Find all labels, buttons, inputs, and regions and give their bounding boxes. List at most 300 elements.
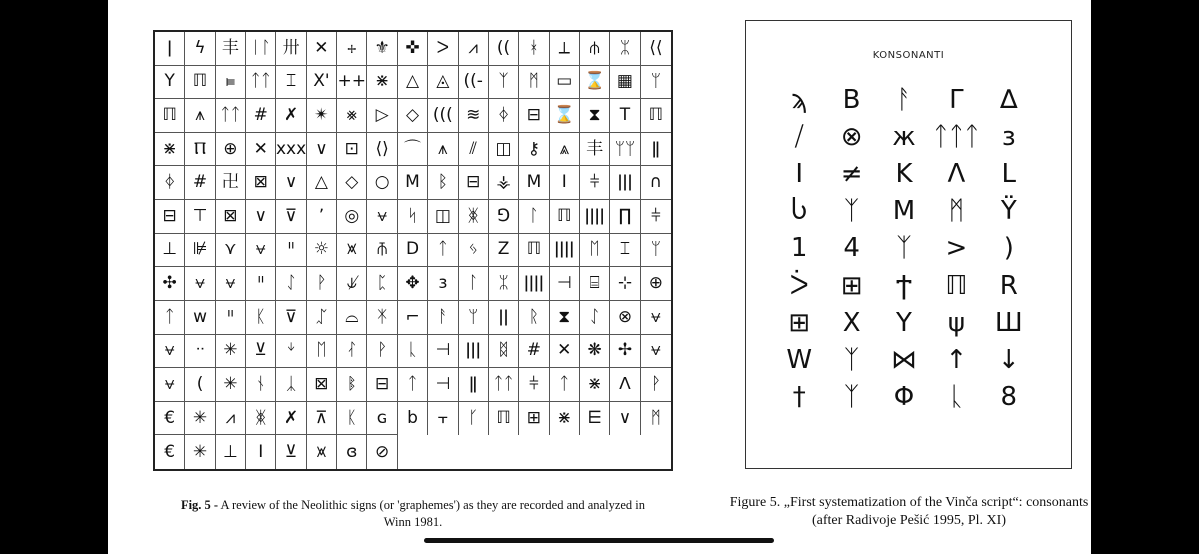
sign-glyph: # xyxy=(526,340,542,361)
sign-glyph: ᛚ xyxy=(468,273,479,294)
sign-cell xyxy=(428,133,458,167)
sign-cell xyxy=(155,402,185,436)
sign-cell xyxy=(580,66,610,100)
sign-cell xyxy=(155,166,185,200)
consonant-sign: ⊗ xyxy=(840,121,863,152)
sign-glyph: X' xyxy=(313,71,330,92)
sign-cell xyxy=(519,368,549,402)
sign-cell xyxy=(276,402,306,436)
sign-glyph: ∩ xyxy=(649,172,663,193)
sign-glyph: ⊟ xyxy=(466,172,481,193)
sign-glyph: ⋇ xyxy=(557,408,572,429)
sign-cell xyxy=(641,335,671,369)
sign-glyph: 卍 xyxy=(221,172,239,193)
sign-cell xyxy=(367,32,397,66)
sign-glyph: ( xyxy=(196,373,204,394)
sign-glyph: ɜ xyxy=(438,273,448,294)
consonant-sign: ᛉ xyxy=(843,344,860,375)
sign-cell xyxy=(641,267,671,301)
sign-glyph: ✳ xyxy=(192,441,208,462)
left-figure-caption xyxy=(168,497,658,531)
sign-glyph: ǀǀ xyxy=(498,306,509,327)
sign-cell xyxy=(428,368,458,402)
consonant-sign: ↓ xyxy=(997,344,1020,375)
sign-glyph: ∨ xyxy=(284,172,298,193)
sign-cell xyxy=(337,335,367,369)
sign-cell xyxy=(459,301,489,335)
sign-cell xyxy=(367,267,397,301)
consonant-sign: X xyxy=(842,307,861,338)
consonant-sign: 4 xyxy=(843,233,860,264)
sign-glyph: ᛏᛏ xyxy=(220,105,241,126)
sign-cell xyxy=(276,166,306,200)
sign-glyph: ⫛ xyxy=(589,37,600,58)
sign-cell xyxy=(155,267,185,301)
sign-glyph: ᐧᐧ xyxy=(195,340,205,361)
sign-glyph: ⨳ xyxy=(346,105,358,126)
sign-glyph: ⋿ xyxy=(587,408,603,429)
sign-cell xyxy=(367,166,397,200)
sign-glyph: ⊕ xyxy=(223,138,238,159)
sign-glyph: ℿ xyxy=(192,71,208,92)
sign-cell xyxy=(246,301,276,335)
sign-cell xyxy=(307,368,337,402)
sign-cell xyxy=(459,335,489,369)
sign-cell xyxy=(428,200,458,234)
consonant-sign: Ϋ xyxy=(1000,196,1017,227)
sign-cell xyxy=(428,335,458,369)
sign-glyph: w xyxy=(193,306,207,327)
sign-cell xyxy=(580,133,610,167)
sign-glyph: ⩘ xyxy=(225,407,236,428)
sign-glyph: ⋇ xyxy=(587,373,602,394)
consonant-sign: Y xyxy=(896,307,912,338)
consonant-sign: ᚨ xyxy=(896,84,912,115)
sign-glyph: ⋇ xyxy=(162,138,177,159)
sign-glyph: ⫢ xyxy=(225,71,236,92)
sign-cell xyxy=(216,66,246,100)
sign-cell xyxy=(580,402,610,436)
sign-cell xyxy=(185,166,215,200)
sign-cell xyxy=(216,435,246,469)
consonant-sign: K xyxy=(895,158,913,189)
sign-cell xyxy=(398,402,428,436)
sign-glyph: ○ xyxy=(374,172,390,193)
sign-glyph: ⩚ xyxy=(438,138,448,159)
sign-cell xyxy=(519,234,549,268)
consonant-sign: ᐴ xyxy=(789,270,809,301)
sign-cell xyxy=(580,301,610,335)
sign-glyph: ʼ xyxy=(318,205,325,226)
sign-glyph: ✣ xyxy=(162,273,177,294)
sign-glyph: ⊻ xyxy=(284,441,298,462)
consonant-sign: ψ xyxy=(947,307,965,338)
sign-glyph: ᛗ xyxy=(650,408,661,429)
sign-cell xyxy=(155,66,185,100)
sign-glyph: △ xyxy=(405,71,420,92)
sign-glyph: ✥ xyxy=(405,273,420,294)
sign-glyph: ǀǀǀ xyxy=(465,340,481,361)
sign-cell xyxy=(428,99,458,133)
sign-glyph: △ xyxy=(314,172,328,193)
sign-cell xyxy=(641,234,671,268)
sign-cell xyxy=(610,166,640,200)
sign-glyph: ⅁ xyxy=(496,205,511,226)
sign-glyph: ᛏᛏ xyxy=(493,373,514,394)
sign-cell xyxy=(610,200,640,234)
sign-glyph: ᛇ xyxy=(589,306,600,327)
sign-glyph: ⊟ xyxy=(375,373,390,394)
sign-cell xyxy=(337,133,367,167)
sign-glyph: ✳ xyxy=(192,407,208,428)
sign-cell xyxy=(155,234,185,268)
sign-glyph: ϟ xyxy=(194,37,206,58)
sign-cell xyxy=(489,234,519,268)
sign-glyph: ⊣ xyxy=(435,340,451,361)
sign-glyph: ⊠ xyxy=(314,373,329,394)
sign-cell xyxy=(276,99,306,133)
sign-glyph: ᛄ xyxy=(164,172,175,193)
sign-cell xyxy=(307,32,337,66)
sign-cell xyxy=(610,402,640,436)
sign-cell xyxy=(246,133,276,167)
sign-cell xyxy=(307,402,337,436)
sign-cell xyxy=(641,99,671,133)
consonant-sign: ᛉ xyxy=(843,196,860,227)
sign-glyph: ✴ xyxy=(314,105,329,126)
sign-glyph: ⩙ xyxy=(346,239,357,260)
consonant-sign: Γ xyxy=(949,84,964,115)
sign-glyph: ((- xyxy=(463,71,483,92)
sign-glyph: ᛤ xyxy=(468,205,479,226)
sign-cell xyxy=(641,200,671,234)
sign-cell xyxy=(550,99,580,133)
sign-glyph: ǀǀǀǀ xyxy=(523,273,544,294)
sign-glyph: ǀ xyxy=(167,37,173,58)
sign-glyph: ⌛ xyxy=(553,105,575,126)
sign-glyph: ⌛ xyxy=(584,71,606,92)
consonant-sign: Ш xyxy=(994,307,1023,338)
sign-cell xyxy=(337,32,367,66)
sign-cell xyxy=(398,66,428,100)
sign-cell xyxy=(276,200,306,234)
sign-glyph: ᚹ xyxy=(316,273,327,294)
sign-cell xyxy=(367,99,397,133)
sign-cell xyxy=(185,402,215,436)
sign-cell xyxy=(398,267,428,301)
sign-cell xyxy=(580,368,610,402)
sign-glyph: ᛈ xyxy=(377,273,388,294)
sign-cell xyxy=(367,368,397,402)
sign-cell xyxy=(367,234,397,268)
sign-glyph: 卅 xyxy=(282,37,300,58)
sign-glyph: ❋ xyxy=(587,340,602,361)
sign-cell xyxy=(459,133,489,167)
sign-glyph: ᛏᛏ xyxy=(250,71,271,92)
sign-cell xyxy=(398,166,428,200)
sign-glyph: (( xyxy=(496,37,511,58)
sign-glyph: ᛘᛘ xyxy=(614,138,636,159)
sign-glyph: 丰 xyxy=(586,138,604,159)
document-page xyxy=(108,0,1091,554)
consonant-sign: 8 xyxy=(1000,382,1018,413)
sign-cell xyxy=(276,267,306,301)
sign-glyph: ǀǀǀ xyxy=(617,172,633,193)
sign-cell xyxy=(610,335,640,369)
sign-cell xyxy=(246,402,276,436)
sign-glyph: I xyxy=(561,172,567,193)
sign-cell xyxy=(519,133,549,167)
sign-cell xyxy=(155,99,185,133)
sign-cell xyxy=(276,368,306,402)
sign-glyph: Y xyxy=(164,71,175,92)
sign-glyph: ☼ xyxy=(313,239,330,260)
sign-cell xyxy=(307,234,337,268)
sign-glyph: ᛖ xyxy=(316,340,327,361)
consonant-sign: > xyxy=(945,233,968,264)
sign-cell xyxy=(519,32,549,66)
sign-cell xyxy=(550,267,580,301)
sign-glyph: ⊠ xyxy=(223,205,238,226)
sign-glyph: ⩝ xyxy=(225,273,236,294)
sign-glyph: ⊗ xyxy=(617,306,633,327)
sign-cell xyxy=(550,234,580,268)
sign-glyph: ᚾ xyxy=(255,373,266,394)
sign-cell xyxy=(610,32,640,66)
sign-cell xyxy=(276,435,306,469)
sign-cell xyxy=(398,335,428,369)
sign-cell xyxy=(337,166,367,200)
sign-cell xyxy=(155,301,185,335)
sign-cell xyxy=(246,267,276,301)
sign-cell xyxy=(216,368,246,402)
sign-glyph: ++ xyxy=(337,71,367,92)
sign-glyph: ᚱ xyxy=(528,306,539,327)
sign-glyph: ⫩ xyxy=(589,172,600,193)
sign-cell xyxy=(519,66,549,100)
sign-glyph: ᛎ xyxy=(285,340,297,361)
sign-glyph: ᚳ xyxy=(407,340,418,361)
sign-cell xyxy=(337,368,367,402)
consonant-sign: ↑ xyxy=(945,344,968,375)
sign-cell xyxy=(367,301,397,335)
sign-glyph: ᛔ xyxy=(346,373,357,394)
sign-glyph: ǀǀǀǀ xyxy=(554,239,575,260)
sign-glyph: ✳ xyxy=(223,373,238,394)
sign-cell xyxy=(307,200,337,234)
sign-glyph: ⊼ xyxy=(315,407,328,428)
konsonanti-title: KONSONANTI xyxy=(872,50,945,61)
sign-glyph: ᐳ xyxy=(436,37,450,58)
sign-cell xyxy=(550,402,580,436)
consonant-sign: † xyxy=(792,382,806,413)
sign-glyph: ⊥ xyxy=(162,239,178,260)
sign-cell xyxy=(489,133,519,167)
sign-glyph: ᛏ xyxy=(407,373,418,394)
sign-glyph: ℿ xyxy=(526,239,542,260)
consonant-sign: ℿ xyxy=(945,270,968,301)
sign-cell xyxy=(459,368,489,402)
sign-glyph: ⩙ xyxy=(316,441,327,462)
sign-glyph: ⩓ xyxy=(559,138,570,159)
sign-glyph: ⩝ xyxy=(377,205,387,226)
sign-cell xyxy=(459,166,489,200)
sign-cell xyxy=(428,267,458,301)
left-caption-text: A review of the Neolithic signs (or 'graphemes') as they are recorded and analyzed in Winn 1981. xyxy=(218,498,646,529)
home-indicator-bar[interactable] xyxy=(424,538,774,543)
sign-glyph: ⊻ xyxy=(254,340,267,361)
sign-glyph: ⊕ xyxy=(648,273,663,294)
sign-cell xyxy=(246,166,276,200)
sign-glyph: ᚼ xyxy=(528,37,539,58)
neolithic-signs-table xyxy=(153,30,673,471)
sign-glyph: ⫟ xyxy=(437,408,448,429)
sign-cell xyxy=(276,234,306,268)
sign-glyph: ℿ xyxy=(496,408,511,429)
sign-cell xyxy=(216,335,246,369)
sign-glyph: ◫ xyxy=(434,205,451,226)
sign-cell xyxy=(580,234,610,268)
sign-glyph: ǁ xyxy=(651,138,660,159)
left-caption-label: Fig. 5 - xyxy=(180,498,219,512)
sign-cell xyxy=(337,99,367,133)
sign-glyph: ǀǀǀǀ xyxy=(584,205,605,226)
sign-cell xyxy=(428,301,458,335)
sign-cell xyxy=(610,234,640,268)
sign-glyph: ⊘ xyxy=(375,441,390,462)
sign-cell xyxy=(216,32,246,66)
consonant-sign: ᛉ xyxy=(843,382,860,413)
sign-cell xyxy=(367,402,397,436)
sign-cell xyxy=(276,301,306,335)
sign-glyph: ᛢ xyxy=(316,306,327,327)
sign-cell xyxy=(398,99,428,133)
sign-glyph: ((( xyxy=(432,105,453,126)
sign-glyph: ⊥ xyxy=(222,441,238,462)
sign-glyph: ◫ xyxy=(495,138,512,159)
sign-cell xyxy=(185,435,215,469)
sign-glyph: ⩝ xyxy=(164,340,175,361)
sign-cell xyxy=(155,133,185,167)
sign-cell xyxy=(307,301,337,335)
sign-cell xyxy=(155,368,185,402)
sign-cell xyxy=(276,32,306,66)
sign-cell xyxy=(489,301,519,335)
consonant-sign: M xyxy=(892,196,916,227)
consonant-sign: ɜ xyxy=(1001,121,1016,152)
sign-glyph: ⩚ xyxy=(195,105,205,126)
sign-cell xyxy=(307,267,337,301)
sign-glyph: ᛁᛚ xyxy=(250,37,271,58)
sign-cell xyxy=(519,99,549,133)
sign-glyph: ᛡ xyxy=(377,306,388,327)
sign-cell xyxy=(519,301,549,335)
sign-cell xyxy=(246,234,276,268)
sign-cell xyxy=(337,66,367,100)
sign-glyph: ⊹ xyxy=(617,273,633,294)
sign-cell xyxy=(519,267,549,301)
sign-glyph: ᛕ xyxy=(255,306,266,327)
sign-glyph: ᛣ xyxy=(285,373,297,394)
sign-cell xyxy=(398,133,428,167)
sign-glyph: Z xyxy=(497,239,510,260)
sign-glyph: ⌶ xyxy=(619,239,631,260)
sign-cell xyxy=(398,301,428,335)
sign-cell xyxy=(276,133,306,167)
sign-glyph: ℿ xyxy=(648,105,664,126)
sign-glyph: ⊽ xyxy=(284,306,298,327)
sign-cell xyxy=(155,32,185,66)
sign-cell xyxy=(246,335,276,369)
sign-cell xyxy=(610,133,640,167)
sign-glyph: ᛚ xyxy=(528,205,539,226)
sign-cell xyxy=(216,200,246,234)
right-caption-label: Figure 5. xyxy=(729,495,781,510)
sign-glyph: b xyxy=(407,408,418,429)
sign-glyph: ✕ xyxy=(557,340,572,361)
sign-cell xyxy=(489,402,519,436)
sign-glyph: ⚷ xyxy=(527,138,541,159)
sign-cell xyxy=(398,200,428,234)
consonant-sign: ≠ xyxy=(840,158,863,189)
sign-cell xyxy=(337,267,367,301)
sign-cell xyxy=(216,234,246,268)
sign-glyph: ᛇ xyxy=(285,273,297,294)
sign-cell xyxy=(459,402,489,436)
sign-glyph: ᛄ xyxy=(498,105,509,126)
sign-glyph: ⚜ xyxy=(374,37,390,58)
sign-cell xyxy=(580,166,610,200)
consonant-sign: W xyxy=(786,344,813,375)
sign-cell xyxy=(489,368,519,402)
sign-glyph: ᛗ xyxy=(528,71,539,92)
sign-glyph: ✗ xyxy=(283,105,299,126)
sign-glyph: ≋ xyxy=(466,105,481,126)
sign-cell xyxy=(367,200,397,234)
sign-glyph: ▷ xyxy=(375,105,389,126)
sign-cell xyxy=(216,301,246,335)
consonant-sign: Ⴑ xyxy=(791,196,808,227)
sign-glyph: ⟂ xyxy=(558,37,570,58)
sign-glyph: ◇ xyxy=(345,172,359,193)
sign-cell xyxy=(155,200,185,234)
sign-cell xyxy=(185,66,215,100)
sign-glyph: ɢ xyxy=(376,407,388,428)
sign-glyph: ᚹ xyxy=(650,373,661,394)
sign-cell xyxy=(428,166,458,200)
consonant-sign: R xyxy=(999,270,1018,301)
sign-glyph: ⊡ xyxy=(344,138,359,159)
sign-glyph: ⌸ xyxy=(589,273,600,294)
sign-cell xyxy=(459,234,489,268)
sign-cell xyxy=(367,435,397,469)
consonant-sign: ⋈ xyxy=(890,344,917,375)
sign-cell xyxy=(459,66,489,100)
sign-glyph: ⩝ xyxy=(164,373,175,394)
sign-glyph: 丰 xyxy=(221,37,239,58)
consonant-sign: Λ xyxy=(947,158,966,189)
sign-cell xyxy=(519,166,549,200)
consonant-sign: ⊞ xyxy=(788,307,811,338)
sign-glyph: ⋇ xyxy=(375,71,390,92)
sign-cell xyxy=(580,267,610,301)
sign-glyph: ⊣ xyxy=(556,273,572,294)
sign-glyph: ᐦ xyxy=(257,273,264,294)
sign-glyph: D xyxy=(405,239,420,260)
consonant-sign: ⊞ xyxy=(840,270,863,301)
sign-glyph: ⩝ xyxy=(651,306,661,327)
sign-glyph: ⩝ xyxy=(255,239,266,260)
